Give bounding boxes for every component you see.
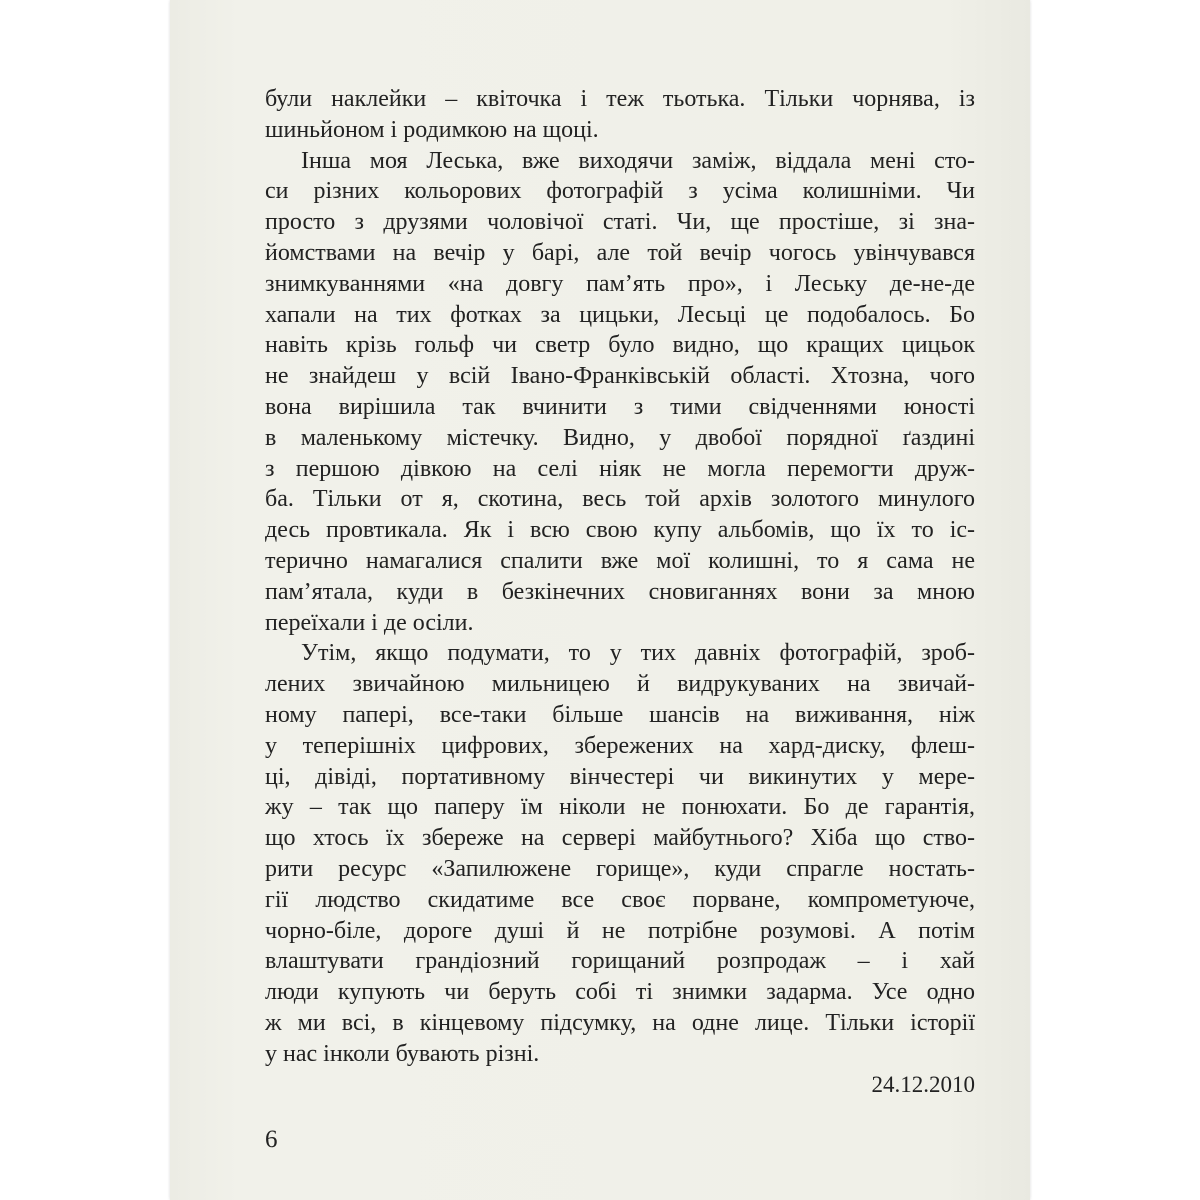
text-line: у нас інколи бувають різні. <box>265 1040 540 1067</box>
text-line: в маленькому містечку. Видно, у двобої порядної ґаздині <box>265 424 975 451</box>
text-line: були наклейки – квіточка і теж тьотька. Тільки чорнява, із <box>265 86 975 112</box>
text-line: ному папері, все-таки більше шансів на виживання, ніж <box>265 701 975 728</box>
book-page <box>170 0 1030 1200</box>
text-line: шиньйоном і родимкою на щоці. <box>265 116 599 143</box>
text-line: жу – так що паперу їм ніколи не понюхати. Бо де гарантія, <box>265 794 975 821</box>
text-line: си різних кольорових фотографій з усіма колишніми. Чи <box>265 178 975 205</box>
text-line: не знайдеш у всій Івано-Франківській області. Хтозна, чого <box>265 363 975 390</box>
text-line: ж ми всі, в кінцевому підсумку, на одне лице. Тільки історії <box>265 1009 975 1036</box>
text-line: з першою дівкою на селі ніяк не могла перемогти друж- <box>265 455 975 482</box>
text-line: йомствами на вечір у барі, але той вечір чогось увінчувався <box>265 239 975 266</box>
text-line: влаштувати грандіозний горищаний розпродаж – і хай <box>265 948 975 975</box>
body-text <box>265 84 975 1070</box>
text-line: просто з друзями чоловічої статі. Чи, ще простіше, зі зна- <box>265 209 975 236</box>
text-line: лених звичайною мильницею й видрукуваних на звичай- <box>265 671 975 698</box>
text-line: вона вирішила так вчинити з тими свідченнями юності <box>265 393 975 420</box>
text-line: Інша моя Леська, вже виходячи заміж, віддала мені сто- <box>301 147 975 174</box>
text-line: хапали на тих фотках за цицьки, Лесьці це подобалось. Бо <box>265 301 975 328</box>
text-line: знимкуваннями «на довгу пам’ять про», і Леську де-не-де <box>265 270 975 297</box>
text-line: ці, дівіді, портативному вінчестері чи викинутих у мере- <box>265 763 975 790</box>
text-line: у теперішніх цифрових, збережених на хард-диску, флеш- <box>265 732 975 759</box>
text-line: чорно-біле, дороге душі й не потрібне розумові. А потім <box>265 917 975 944</box>
text-line: що хтось їх збереже на сервері майбутнього? Хіба що ство- <box>265 825 975 852</box>
text-line: переїхали і де осіли. <box>265 609 474 636</box>
text-line: терично намагалися спалити вже мої колишні, то я сама не <box>265 547 975 574</box>
text-line: ба. Тільки от я, скотина, весь той архів золотого минулого <box>265 486 975 513</box>
text-line: десь провтикала. Як і всю свою купу альбомів, що їх то іс- <box>265 517 975 544</box>
text-line: люди купують чи беруть собі ті знимки задарма. Усе одно <box>265 979 975 1006</box>
text-line: пам’ятала, куди в безкінечних сновиганнях вони за мною <box>265 578 975 605</box>
page-number: 6 <box>265 1126 278 1153</box>
text-line: гії людство скидатиме все своє порване, компрометуюче, <box>265 886 975 913</box>
text-line: рити ресурс «Запилюжене горище», куди спрагле ностать- <box>265 855 975 882</box>
text-line: Утім, якщо подумати, то у тих давніх фотографій, зроб- <box>301 640 975 667</box>
date-signature: 24.12.2010 <box>871 1072 975 1097</box>
text-line: навіть крізь гольф чи светр було видно, що кращих цицьок <box>265 332 975 359</box>
